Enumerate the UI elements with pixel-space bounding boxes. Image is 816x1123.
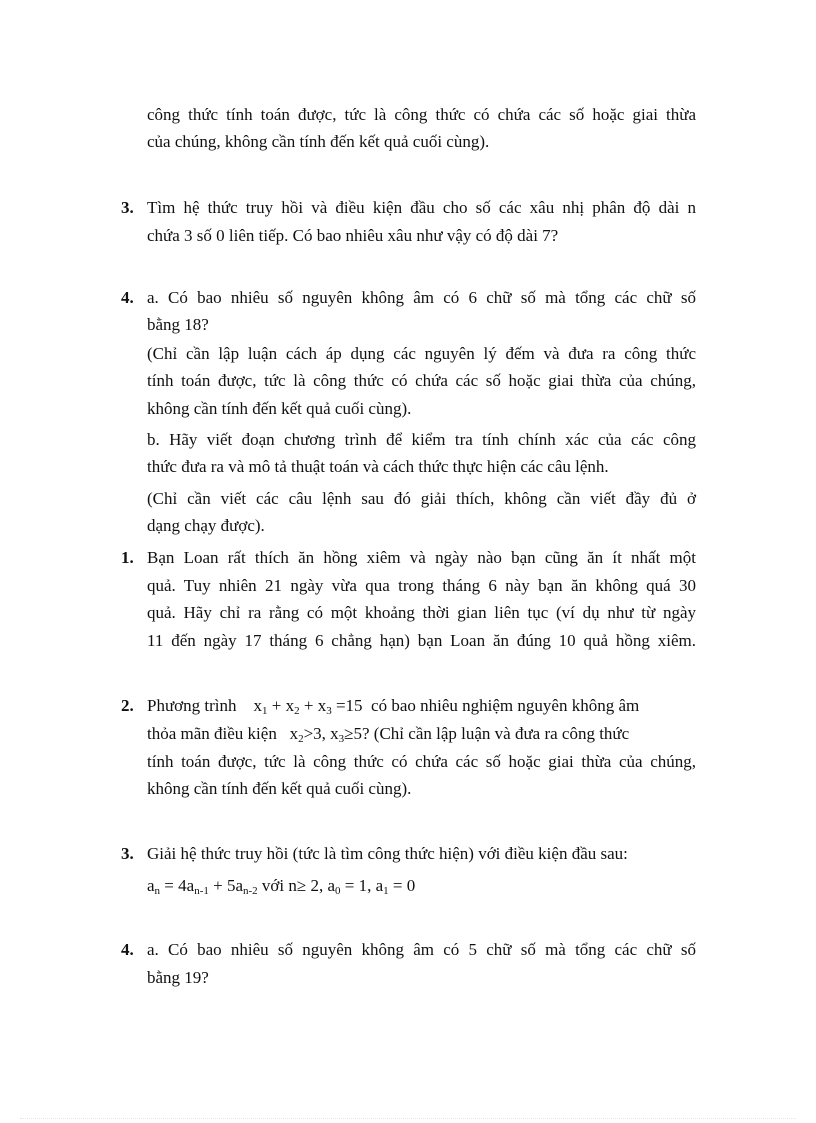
- question-4a-line-2: bằng 18?: [147, 315, 209, 334]
- condition-x2: $x_2>3$, $x_3\ge 5$? (Chỉ cần lập luận và đưa ra công thức: [289, 724, 630, 745]
- equation-x3: $x_3$: [317, 696, 332, 717]
- question-2-line-4: không cần tính đến kết quả cuối cùng).: [147, 779, 412, 798]
- page-bottom-divider: [20, 1118, 796, 1119]
- question-2-line-2: thỏa mãn điều kiện $x_2>3$, $x_3\ge 5$? (Chỉ cần lập luận và đưa ra công thức: [147, 724, 630, 745]
- question-3a-line-2: chứa 3 số 0 liên tiếp. Có bao nhiêu xâu như vậy có độ dài 7?: [147, 226, 559, 245]
- question-4a-line-9: dạng chạy được).: [147, 516, 265, 535]
- recurrence-formula: $a_n = 4a_{n-1} + 5a_{n-2}$ với n≥ 2, $a_0 = 1$, $a_1 = 0$: [147, 876, 416, 897]
- question-4b-line-2: bằng 19?: [147, 968, 209, 987]
- question-1-line-1: Bạn Loan rất thích ăn hồng xiêm và ngày nào bạn cũng ăn ít nhất một: [147, 548, 696, 567]
- question-number: 4.: [121, 940, 134, 959]
- question-4a-line-5: không cần tính đến kết quả cuối cùng).: [147, 399, 412, 418]
- question-4a-line-7: thức đưa ra và mô tả thuật toán và cách thức thực hiện các câu lệnh.: [147, 457, 609, 476]
- question-number: 2.: [121, 696, 134, 715]
- question-1-line-3: quả. Hãy chỉ ra rằng có một khoảng thời gian liên tục (ví dụ như từ ngày: [147, 603, 696, 622]
- question-3a-line-1: Tìm hệ thức truy hồi và điều kiện đầu cho số các xâu nhị phân độ dài n: [147, 198, 696, 217]
- question-4a-line-6: b. Hãy viết đoạn chương trình để kiểm tra tính chính xác của các công: [147, 430, 696, 449]
- intro-line-2: của chúng, không cần tính đến kết quả cuối cùng).: [147, 132, 490, 151]
- question-2-line-3: tính toán được, tức là công thức có chứa các số hoặc giai thừa của chúng,: [147, 752, 696, 771]
- equation-x1: $x_1$: [253, 696, 268, 717]
- question-4b-line-1: a. Có bao nhiêu số nguyên không âm có 5 chữ số mà tổng các chữ số: [147, 940, 696, 959]
- equation-x2: $x_2$: [285, 696, 300, 717]
- question-number: 3.: [121, 198, 134, 217]
- question-1-line-2: quả. Tuy nhiên 21 ngày vừa qua trong tháng 6 này bạn ăn không quá 30: [147, 576, 696, 595]
- question-number: 4.: [121, 288, 134, 307]
- question-4a-line-4: tính toán được, tức là công thức có chứa các số hoặc giai thừa của chúng,: [147, 371, 696, 390]
- question-2-line-1: Phương trình $x_1 + x_2 + x_3 =15$ có bao nhiêu nghiệm nguyên không âm: [147, 696, 640, 717]
- question-number: 1.: [121, 548, 134, 567]
- question-number: 3.: [121, 844, 134, 863]
- question-4a-line-8: (Chỉ cần viết các câu lệnh sau đó giải thích, không cần viết đầy đủ ở: [147, 489, 696, 508]
- question-3b-line-1: Giải hệ thức truy hồi (tức là tìm công thức hiện) với điều kiện đầu sau:: [147, 844, 628, 863]
- question-4a-line-1: a. Có bao nhiêu số nguyên không âm có 6 chữ số mà tổng các chữ số: [147, 288, 696, 307]
- question-4a-line-3: (Chỉ cần lập luận cách áp dụng các nguyên lý đếm và đưa ra công thức: [147, 344, 696, 363]
- question-1-line-4: 11 đến ngày 17 tháng 6 chẳng hạn) bạn Loan ăn đúng 10 quả hồng xiêm.: [147, 631, 696, 650]
- intro-line-1: công thức tính toán được, tức là công thức có chứa các số hoặc giai thừa: [147, 105, 696, 124]
